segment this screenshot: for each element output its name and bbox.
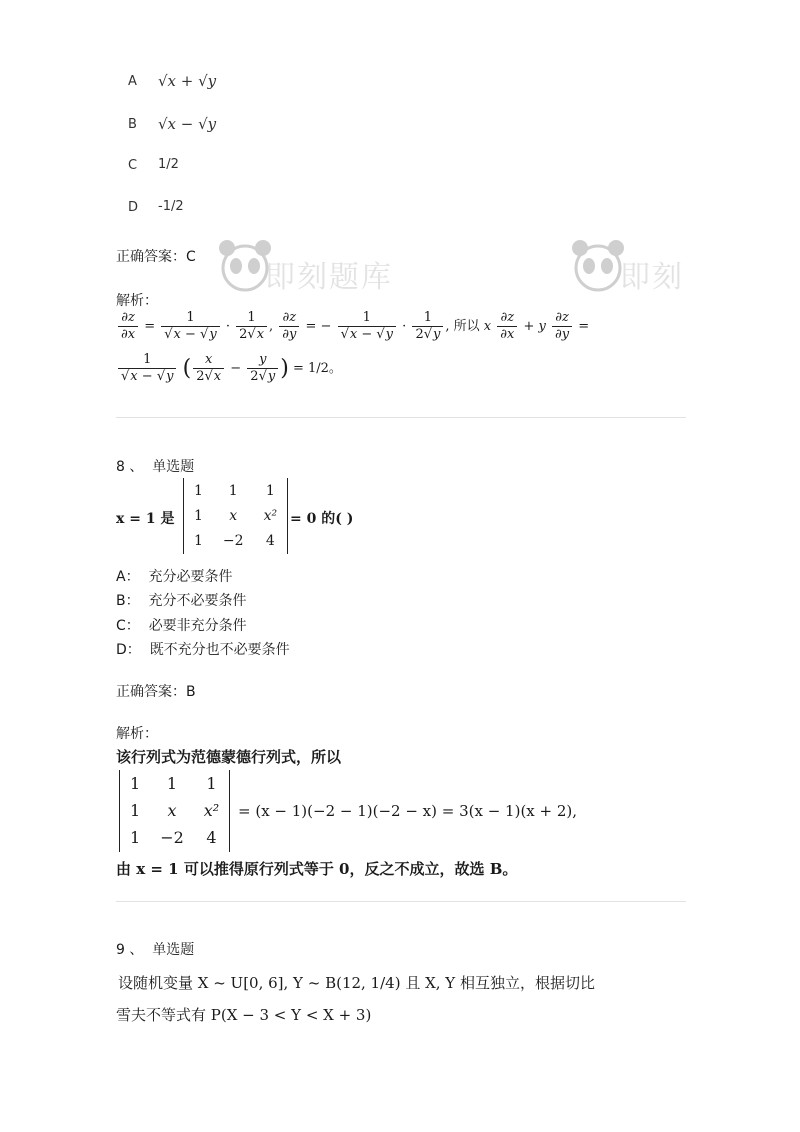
option-letter: C：: [116, 618, 140, 634]
q9-stem-line1: 设随机变量 X ~ U[0, 6], Y ~ B(12, 1/4) 且 X, Y 相互独立，根据切比: [118, 974, 595, 992]
analysis-line3: 由 x = 1 可以推得原行列式等于 0，反之不成立，故选 B。: [116, 860, 518, 878]
watermark-text-right: 即刻: [620, 260, 684, 295]
question-number: 8 、: [116, 459, 144, 475]
q8-determinant: [183, 478, 288, 554]
q8-option-b[interactable]: [116, 590, 247, 610]
analysis-equation: = (x − 1)(−2 − 1)(−2 − x) = 3(x − 1)(x + 2),: [238, 802, 578, 820]
det-cell: 1: [194, 507, 203, 524]
option-text: 充分不必要条件: [148, 593, 247, 609]
option-value-d: -1/2: [158, 199, 184, 214]
option-value-c: 1/2: [158, 157, 179, 172]
det-cell: 1: [166, 774, 178, 793]
option-letter: A：: [116, 569, 140, 585]
analysis-formula-line2: $\frac{1}{√x - √y}$ ( $\frac{x}{2√x}$ − $\frac{y}{2√y}$ ) = 1/2。: [116, 352, 342, 385]
det-cell: 1: [206, 774, 217, 793]
det-cell: 1: [194, 482, 203, 499]
divider: [116, 417, 686, 418]
option-letter-b: B: [128, 117, 137, 132]
suoyi-text: 所以: [453, 319, 480, 334]
q8-option-a[interactable]: [116, 566, 232, 586]
question-number: 9 、: [116, 942, 144, 958]
result-text: 1/2。: [308, 361, 342, 376]
option-letter: B：: [116, 593, 140, 609]
analysis-label-q8: 解析：: [116, 726, 158, 742]
det-cell: 4: [206, 828, 217, 847]
option-letter: D：: [116, 642, 141, 658]
option-letter-a: A: [128, 74, 137, 89]
option-value-b: √x − √y: [158, 115, 217, 133]
panda-watermark-icon: [568, 238, 628, 300]
q8-option-d[interactable]: [116, 639, 290, 659]
analysis-formula-line1: $\frac{\partial z}{\partial x}$ = $\frac{1}{√x - √y}$ · $\frac{1}{2√x}$ , $\frac{\partial z}{\partial y}$ = − $\frac{1}{√x - √y}$ · $\frac{1}{2√y}$ , 所以 x $\frac{\partial z}{\partial x}$ + y $\frac{\partial z}{\partial y}$ =: [116, 310, 589, 343]
watermark-logo-right: [568, 238, 628, 304]
option-letter-c: C: [128, 158, 138, 173]
det-cell: −2: [160, 828, 184, 847]
det-cell: x²: [203, 801, 220, 820]
question-header-q9: [116, 939, 194, 959]
q9-stem-line2: 雪夫不等式有 P(X − 3 < Y < X + 3): [116, 1006, 372, 1024]
answer-label: 正确答案：: [116, 249, 186, 265]
analysis-label-q7: 解析：: [116, 293, 158, 309]
option-text: 必要非充分条件: [148, 618, 247, 634]
answer-value: B: [186, 684, 196, 700]
question-type: 单选题: [152, 459, 195, 475]
det-cell: 1: [130, 774, 141, 793]
det-cell: 1: [265, 482, 275, 499]
question-type: 单选题: [152, 942, 195, 958]
option-text: 充分必要条件: [148, 569, 233, 585]
option-text: 既不充分也不必要条件: [149, 642, 290, 658]
det-cell: x²: [263, 507, 278, 524]
det-cell: x: [229, 507, 238, 524]
option-value-a: √x + √y: [158, 72, 217, 90]
answer-line-q7: [116, 246, 196, 266]
det-cell: x: [167, 801, 177, 820]
option-letter-d: D: [128, 200, 139, 215]
analysis-line1: 该行列式为范德蒙德行列式，所以: [116, 748, 342, 766]
answer-label: 正确答案：: [116, 684, 186, 700]
divider: [116, 901, 686, 902]
q8-stem-prefix: x = 1 是: [116, 511, 175, 527]
det-cell: 4: [265, 532, 275, 549]
answer-value: C: [186, 249, 196, 265]
det-cell: 1: [130, 828, 141, 847]
q8-option-c[interactable]: [116, 615, 247, 635]
analysis-determinant: [119, 770, 230, 852]
det-cell: 1: [228, 482, 238, 499]
det-cell: 1: [194, 532, 203, 549]
answer-line-q8: [116, 681, 196, 701]
det-cell: 1: [130, 801, 141, 820]
watermark-text-left: 即刻题库: [265, 260, 393, 295]
question-header-q8: [116, 456, 194, 476]
det-cell: −2: [222, 532, 244, 549]
q8-stem-suffix: = 0 的( ): [290, 511, 354, 527]
